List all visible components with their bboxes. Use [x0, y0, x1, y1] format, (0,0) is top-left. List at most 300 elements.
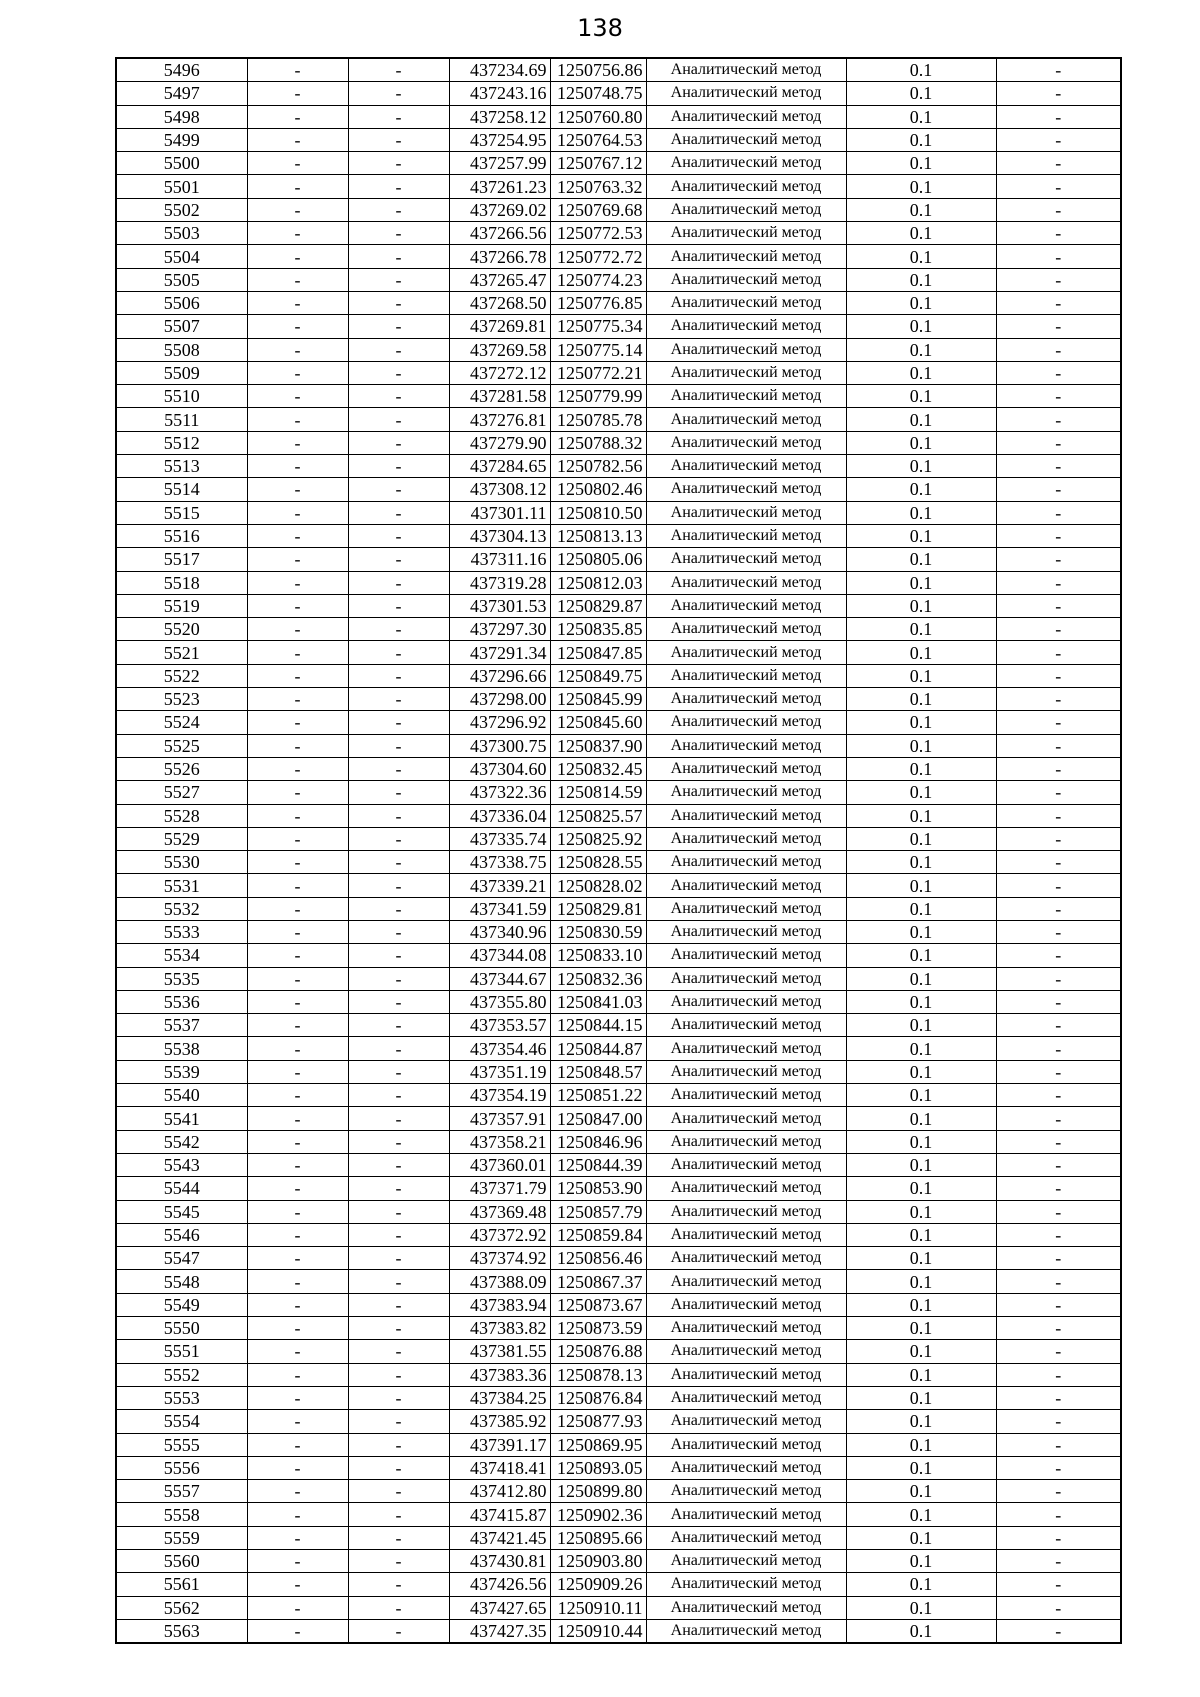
method-cell: Аналитический метод — [646, 571, 846, 594]
dash-cell: - — [247, 1107, 348, 1130]
dash-cell: - — [996, 1293, 1121, 1316]
point-number-cell: 5517 — [116, 548, 247, 571]
table-row — [116, 897, 1121, 920]
x-coordinate-cell: 437372.92 — [449, 1223, 550, 1246]
point-number-cell: 5561 — [116, 1573, 247, 1596]
accuracy-cell: 0.1 — [846, 1107, 996, 1130]
dash-cell: - — [996, 874, 1121, 897]
accuracy-cell: 0.1 — [846, 245, 996, 268]
coordinates-table-body — [116, 58, 1121, 1643]
point-number-cell: 5544 — [116, 1177, 247, 1200]
dash-cell: - — [348, 1084, 449, 1107]
dash-cell: - — [247, 1014, 348, 1037]
dash-cell: - — [996, 1153, 1121, 1176]
point-number-cell: 5524 — [116, 711, 247, 734]
x-coordinate-cell: 437304.60 — [449, 757, 550, 780]
accuracy-cell: 0.1 — [846, 1247, 996, 1270]
table-row — [116, 361, 1121, 384]
table-row — [116, 781, 1121, 804]
y-coordinate-cell: 1250772.72 — [550, 245, 646, 268]
accuracy-cell: 0.1 — [846, 58, 996, 82]
dash-cell: - — [996, 1573, 1121, 1596]
dash-cell: - — [996, 967, 1121, 990]
dash-cell: - — [348, 1340, 449, 1363]
y-coordinate-cell: 1250845.60 — [550, 711, 646, 734]
x-coordinate-cell: 437354.46 — [449, 1037, 550, 1060]
point-number-cell: 5512 — [116, 431, 247, 454]
dash-cell: - — [247, 385, 348, 408]
dash-cell: - — [996, 1223, 1121, 1246]
dash-cell: - — [247, 1037, 348, 1060]
dash-cell: - — [247, 198, 348, 221]
dash-cell: - — [247, 734, 348, 757]
table-row — [116, 501, 1121, 524]
method-cell: Аналитический метод — [646, 222, 846, 245]
y-coordinate-cell: 1250772.53 — [550, 222, 646, 245]
y-coordinate-cell: 1250779.99 — [550, 385, 646, 408]
method-cell: Аналитический метод — [646, 897, 846, 920]
dash-cell: - — [247, 711, 348, 734]
dash-cell: - — [247, 501, 348, 524]
dash-cell: - — [247, 478, 348, 501]
dash-cell: - — [247, 827, 348, 850]
point-number-cell: 5546 — [116, 1223, 247, 1246]
dash-cell: - — [247, 1480, 348, 1503]
table-row — [116, 1130, 1121, 1153]
point-number-cell: 5551 — [116, 1340, 247, 1363]
method-cell: Аналитический метод — [646, 431, 846, 454]
dash-cell: - — [247, 1619, 348, 1643]
dash-cell: - — [247, 128, 348, 151]
dash-cell: - — [348, 1293, 449, 1316]
point-number-cell: 5535 — [116, 967, 247, 990]
accuracy-cell: 0.1 — [846, 1317, 996, 1340]
dash-cell: - — [247, 175, 348, 198]
dash-cell: - — [247, 524, 348, 547]
method-cell: Аналитический метод — [646, 338, 846, 361]
table-row — [116, 198, 1121, 221]
table-row — [116, 618, 1121, 641]
y-coordinate-cell: 1250859.84 — [550, 1223, 646, 1246]
x-coordinate-cell: 437254.95 — [449, 128, 550, 151]
method-cell: Аналитический метод — [646, 594, 846, 617]
x-coordinate-cell: 437381.55 — [449, 1340, 550, 1363]
x-coordinate-cell: 437371.79 — [449, 1177, 550, 1200]
dash-cell: - — [247, 1596, 348, 1619]
dash-cell: - — [996, 478, 1121, 501]
x-coordinate-cell: 437269.02 — [449, 198, 550, 221]
point-number-cell: 5540 — [116, 1084, 247, 1107]
point-number-cell: 5507 — [116, 315, 247, 338]
accuracy-cell: 0.1 — [846, 594, 996, 617]
x-coordinate-cell: 437258.12 — [449, 105, 550, 128]
x-coordinate-cell: 437391.17 — [449, 1433, 550, 1456]
dash-cell: - — [247, 688, 348, 711]
dash-cell: - — [247, 804, 348, 827]
dash-cell: - — [348, 664, 449, 687]
table-row — [116, 478, 1121, 501]
accuracy-cell: 0.1 — [846, 361, 996, 384]
accuracy-cell: 0.1 — [846, 198, 996, 221]
point-number-cell: 5516 — [116, 524, 247, 547]
point-number-cell: 5498 — [116, 105, 247, 128]
y-coordinate-cell: 1250788.32 — [550, 431, 646, 454]
method-cell: Аналитический метод — [646, 1526, 846, 1549]
x-coordinate-cell: 437344.08 — [449, 944, 550, 967]
dash-cell: - — [996, 431, 1121, 454]
method-cell: Аналитический метод — [646, 1480, 846, 1503]
accuracy-cell: 0.1 — [846, 1037, 996, 1060]
point-number-cell: 5538 — [116, 1037, 247, 1060]
dash-cell: - — [247, 431, 348, 454]
accuracy-cell: 0.1 — [846, 990, 996, 1013]
dash-cell: - — [348, 58, 449, 82]
method-cell: Аналитический метод — [646, 385, 846, 408]
dash-cell: - — [348, 1573, 449, 1596]
dash-cell: - — [996, 944, 1121, 967]
method-cell: Аналитический метод — [646, 198, 846, 221]
table-row — [116, 548, 1121, 571]
method-cell: Аналитический метод — [646, 1573, 846, 1596]
dash-cell: - — [348, 524, 449, 547]
method-cell: Аналитический метод — [646, 734, 846, 757]
x-coordinate-cell: 437412.80 — [449, 1480, 550, 1503]
point-number-cell: 5532 — [116, 897, 247, 920]
coordinates-table — [115, 57, 1122, 1644]
dash-cell: - — [996, 897, 1121, 920]
table-row — [116, 1037, 1121, 1060]
x-coordinate-cell: 437336.04 — [449, 804, 550, 827]
dash-cell: - — [348, 478, 449, 501]
point-number-cell: 5563 — [116, 1619, 247, 1643]
point-number-cell: 5500 — [116, 152, 247, 175]
dash-cell: - — [348, 1480, 449, 1503]
y-coordinate-cell: 1250814.59 — [550, 781, 646, 804]
dash-cell: - — [348, 385, 449, 408]
x-coordinate-cell: 437291.34 — [449, 641, 550, 664]
table-row — [116, 851, 1121, 874]
dash-cell: - — [247, 1130, 348, 1153]
table-row — [116, 524, 1121, 547]
x-coordinate-cell: 437360.01 — [449, 1153, 550, 1176]
y-coordinate-cell: 1250909.26 — [550, 1573, 646, 1596]
dash-cell: - — [348, 1410, 449, 1433]
accuracy-cell: 0.1 — [846, 1550, 996, 1573]
table-row — [116, 1550, 1121, 1573]
accuracy-cell: 0.1 — [846, 385, 996, 408]
method-cell: Аналитический метод — [646, 1247, 846, 1270]
dash-cell: - — [348, 711, 449, 734]
accuracy-cell: 0.1 — [846, 1619, 996, 1643]
accuracy-cell: 0.1 — [846, 571, 996, 594]
point-number-cell: 5530 — [116, 851, 247, 874]
point-number-cell: 5562 — [116, 1596, 247, 1619]
point-number-cell: 5542 — [116, 1130, 247, 1153]
x-coordinate-cell: 437269.81 — [449, 315, 550, 338]
dash-cell: - — [348, 1153, 449, 1176]
table-row — [116, 1293, 1121, 1316]
dash-cell: - — [348, 967, 449, 990]
point-number-cell: 5509 — [116, 361, 247, 384]
accuracy-cell: 0.1 — [846, 1293, 996, 1316]
dash-cell: - — [996, 688, 1121, 711]
dash-cell: - — [348, 1619, 449, 1643]
dash-cell: - — [996, 641, 1121, 664]
method-cell: Аналитический метод — [646, 291, 846, 314]
table-row — [116, 1386, 1121, 1409]
table-row — [116, 571, 1121, 594]
dash-cell: - — [348, 990, 449, 1013]
point-number-cell: 5560 — [116, 1550, 247, 1573]
accuracy-cell: 0.1 — [846, 338, 996, 361]
dash-cell: - — [996, 105, 1121, 128]
y-coordinate-cell: 1250833.10 — [550, 944, 646, 967]
table-row — [116, 1573, 1121, 1596]
point-number-cell: 5518 — [116, 571, 247, 594]
dash-cell: - — [348, 641, 449, 664]
dash-cell: - — [996, 361, 1121, 384]
dash-cell: - — [348, 1317, 449, 1340]
dash-cell: - — [348, 734, 449, 757]
dash-cell: - — [348, 105, 449, 128]
accuracy-cell: 0.1 — [846, 1153, 996, 1176]
dash-cell: - — [247, 1550, 348, 1573]
x-coordinate-cell: 437322.36 — [449, 781, 550, 804]
y-coordinate-cell: 1250844.39 — [550, 1153, 646, 1176]
dash-cell: - — [348, 1060, 449, 1083]
method-cell: Аналитический метод — [646, 944, 846, 967]
dash-cell: - — [996, 1456, 1121, 1479]
y-coordinate-cell: 1250873.67 — [550, 1293, 646, 1316]
point-number-cell: 5502 — [116, 198, 247, 221]
accuracy-cell: 0.1 — [846, 315, 996, 338]
table-row — [116, 594, 1121, 617]
accuracy-cell: 0.1 — [846, 1130, 996, 1153]
table-row — [116, 1410, 1121, 1433]
x-coordinate-cell: 437257.99 — [449, 152, 550, 175]
dash-cell: - — [247, 268, 348, 291]
y-coordinate-cell: 1250774.23 — [550, 268, 646, 291]
method-cell: Аналитический метод — [646, 245, 846, 268]
y-coordinate-cell: 1250813.13 — [550, 524, 646, 547]
table-row — [116, 664, 1121, 687]
dash-cell: - — [996, 711, 1121, 734]
method-cell: Аналитический метод — [646, 804, 846, 827]
y-coordinate-cell: 1250844.87 — [550, 1037, 646, 1060]
y-coordinate-cell: 1250856.46 — [550, 1247, 646, 1270]
point-number-cell: 5529 — [116, 827, 247, 850]
method-cell: Аналитический метод — [646, 315, 846, 338]
dash-cell: - — [996, 524, 1121, 547]
dash-cell: - — [996, 408, 1121, 431]
dash-cell: - — [247, 897, 348, 920]
method-cell: Аналитический метод — [646, 874, 846, 897]
dash-cell: - — [348, 571, 449, 594]
table-row — [116, 827, 1121, 850]
accuracy-cell: 0.1 — [846, 781, 996, 804]
y-coordinate-cell: 1250869.95 — [550, 1433, 646, 1456]
y-coordinate-cell: 1250873.59 — [550, 1317, 646, 1340]
method-cell: Аналитический метод — [646, 851, 846, 874]
table-row — [116, 58, 1121, 82]
x-coordinate-cell: 437339.21 — [449, 874, 550, 897]
accuracy-cell: 0.1 — [846, 688, 996, 711]
accuracy-cell: 0.1 — [846, 1223, 996, 1246]
point-number-cell: 5558 — [116, 1503, 247, 1526]
method-cell: Аналитический метод — [646, 1596, 846, 1619]
x-coordinate-cell: 437266.56 — [449, 222, 550, 245]
dash-cell: - — [996, 245, 1121, 268]
table-row — [116, 455, 1121, 478]
x-coordinate-cell: 437284.65 — [449, 455, 550, 478]
y-coordinate-cell: 1250767.12 — [550, 152, 646, 175]
dash-cell: - — [996, 1130, 1121, 1153]
table-row — [116, 1107, 1121, 1130]
x-coordinate-cell: 437338.75 — [449, 851, 550, 874]
method-cell: Аналитический метод — [646, 548, 846, 571]
table-row — [116, 1247, 1121, 1270]
x-coordinate-cell: 437415.87 — [449, 1503, 550, 1526]
y-coordinate-cell: 1250867.37 — [550, 1270, 646, 1293]
table-row — [116, 757, 1121, 780]
dash-cell: - — [996, 1014, 1121, 1037]
y-coordinate-cell: 1250832.45 — [550, 757, 646, 780]
dash-cell: - — [348, 920, 449, 943]
table-row — [116, 1503, 1121, 1526]
method-cell: Аналитический метод — [646, 1200, 846, 1223]
dash-cell: - — [247, 361, 348, 384]
accuracy-cell: 0.1 — [846, 1270, 996, 1293]
accuracy-cell: 0.1 — [846, 851, 996, 874]
point-number-cell: 5550 — [116, 1317, 247, 1340]
x-coordinate-cell: 437421.45 — [449, 1526, 550, 1549]
table-row — [116, 338, 1121, 361]
accuracy-cell: 0.1 — [846, 105, 996, 128]
point-number-cell: 5508 — [116, 338, 247, 361]
x-coordinate-cell: 437296.92 — [449, 711, 550, 734]
method-cell: Аналитический метод — [646, 1037, 846, 1060]
x-coordinate-cell: 437304.13 — [449, 524, 550, 547]
dash-cell: - — [996, 664, 1121, 687]
dash-cell: - — [247, 1060, 348, 1083]
x-coordinate-cell: 437298.00 — [449, 688, 550, 711]
dash-cell: - — [996, 1550, 1121, 1573]
y-coordinate-cell: 1250812.03 — [550, 571, 646, 594]
accuracy-cell: 0.1 — [846, 408, 996, 431]
dash-cell: - — [247, 548, 348, 571]
dash-cell: - — [996, 781, 1121, 804]
accuracy-cell: 0.1 — [846, 874, 996, 897]
dash-cell: - — [348, 781, 449, 804]
accuracy-cell: 0.1 — [846, 1480, 996, 1503]
y-coordinate-cell: 1250785.78 — [550, 408, 646, 431]
y-coordinate-cell: 1250756.86 — [550, 58, 646, 82]
y-coordinate-cell: 1250764.53 — [550, 128, 646, 151]
dash-cell: - — [348, 245, 449, 268]
dash-cell: - — [996, 1619, 1121, 1643]
table-row — [116, 874, 1121, 897]
dash-cell: - — [247, 1526, 348, 1549]
y-coordinate-cell: 1250844.15 — [550, 1014, 646, 1037]
table-row — [116, 1317, 1121, 1340]
dash-cell: - — [996, 1247, 1121, 1270]
point-number-cell: 5526 — [116, 757, 247, 780]
table-row — [116, 431, 1121, 454]
table-row — [116, 967, 1121, 990]
dash-cell: - — [996, 1317, 1121, 1340]
dash-cell: - — [348, 897, 449, 920]
dash-cell: - — [247, 1340, 348, 1363]
dash-cell: - — [247, 82, 348, 105]
point-number-cell: 5555 — [116, 1433, 247, 1456]
accuracy-cell: 0.1 — [846, 618, 996, 641]
x-coordinate-cell: 437341.59 — [449, 897, 550, 920]
y-coordinate-cell: 1250810.50 — [550, 501, 646, 524]
method-cell: Аналитический метод — [646, 1317, 846, 1340]
dash-cell: - — [348, 501, 449, 524]
x-coordinate-cell: 437340.96 — [449, 920, 550, 943]
accuracy-cell: 0.1 — [846, 664, 996, 687]
dash-cell: - — [247, 851, 348, 874]
accuracy-cell: 0.1 — [846, 827, 996, 850]
y-coordinate-cell: 1250825.57 — [550, 804, 646, 827]
point-number-cell: 5549 — [116, 1293, 247, 1316]
table-row — [116, 944, 1121, 967]
method-cell: Аналитический метод — [646, 82, 846, 105]
x-coordinate-cell: 437301.53 — [449, 594, 550, 617]
dash-cell: - — [247, 781, 348, 804]
y-coordinate-cell: 1250877.93 — [550, 1410, 646, 1433]
dash-cell: - — [348, 152, 449, 175]
x-coordinate-cell: 437301.11 — [449, 501, 550, 524]
dash-cell: - — [348, 851, 449, 874]
y-coordinate-cell: 1250895.66 — [550, 1526, 646, 1549]
accuracy-cell: 0.1 — [846, 128, 996, 151]
x-coordinate-cell: 437369.48 — [449, 1200, 550, 1223]
method-cell: Аналитический метод — [646, 105, 846, 128]
method-cell: Аналитический метод — [646, 361, 846, 384]
accuracy-cell: 0.1 — [846, 757, 996, 780]
method-cell: Аналитический метод — [646, 827, 846, 850]
x-coordinate-cell: 437311.16 — [449, 548, 550, 571]
table-row — [116, 408, 1121, 431]
x-coordinate-cell: 437353.57 — [449, 1014, 550, 1037]
point-number-cell: 5521 — [116, 641, 247, 664]
dash-cell: - — [247, 1293, 348, 1316]
dash-cell: - — [247, 1084, 348, 1107]
dash-cell: - — [996, 82, 1121, 105]
table-row — [116, 1480, 1121, 1503]
accuracy-cell: 0.1 — [846, 1084, 996, 1107]
accuracy-cell: 0.1 — [846, 1177, 996, 1200]
x-coordinate-cell: 437308.12 — [449, 478, 550, 501]
dash-cell: - — [996, 1177, 1121, 1200]
method-cell: Аналитический метод — [646, 478, 846, 501]
accuracy-cell: 0.1 — [846, 431, 996, 454]
point-number-cell: 5543 — [116, 1153, 247, 1176]
method-cell: Аналитический метод — [646, 641, 846, 664]
accuracy-cell: 0.1 — [846, 1014, 996, 1037]
dash-cell: - — [996, 338, 1121, 361]
dash-cell: - — [247, 990, 348, 1013]
dash-cell: - — [348, 827, 449, 850]
point-number-cell: 5519 — [116, 594, 247, 617]
dash-cell: - — [247, 967, 348, 990]
method-cell: Аналитический метод — [646, 268, 846, 291]
dash-cell: - — [996, 1433, 1121, 1456]
dash-cell: - — [247, 664, 348, 687]
x-coordinate-cell: 437243.16 — [449, 82, 550, 105]
